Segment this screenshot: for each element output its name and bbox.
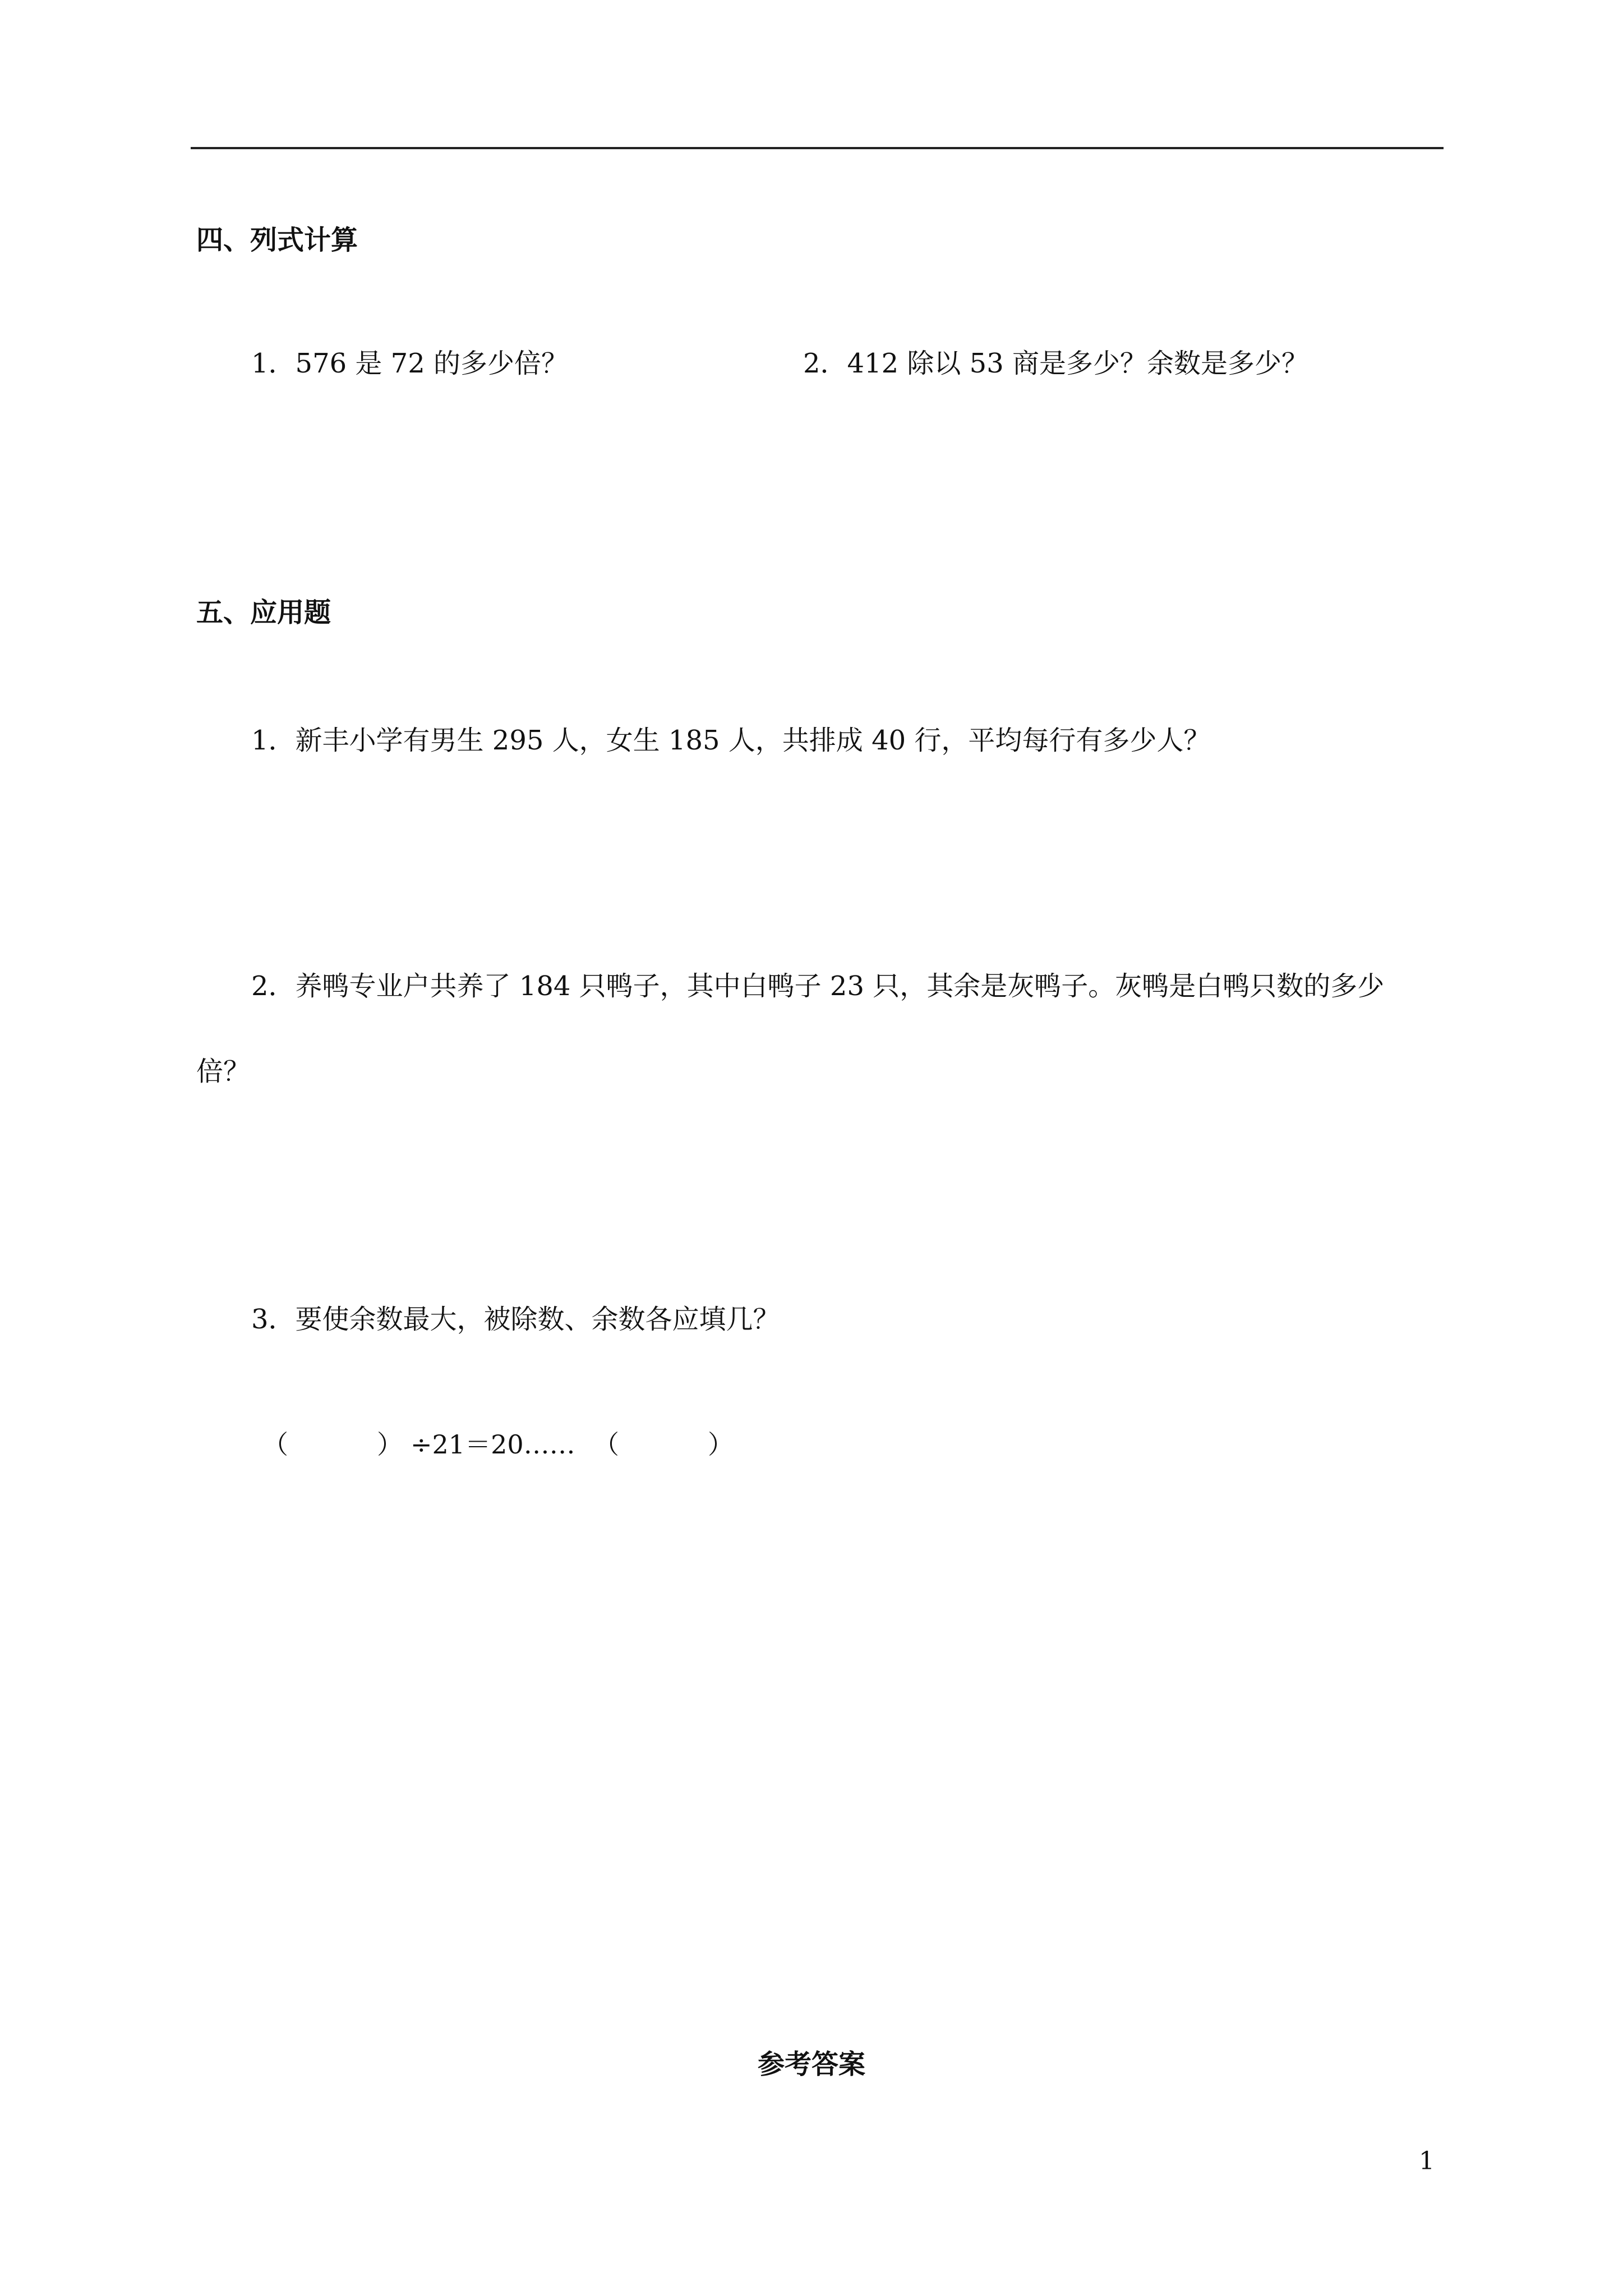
blank-1-open-paren: （ — [262, 1429, 288, 1460]
section-5-question-1: 1．新丰小学有男生 295 人，女生 185 人，共排成 40 行，平均每行有多少人？ — [251, 725, 1211, 756]
blank-2-close-paren: ） — [708, 1429, 734, 1460]
fill-in-equation — [0, 1428, 1623, 1461]
answers-title: 参考答案 — [757, 2049, 865, 2080]
section-5-question-2-line-2: 倍？ — [196, 1056, 251, 1087]
page-number: 1 — [1419, 2147, 1435, 2175]
blank-1-close-paren: ） — [377, 1429, 403, 1460]
section-5-question-2-line-1: 2．养鸭专业户共养了 184 只鸭子，其中白鸭子 23 只，其余是灰鸭子。灰鸭是白鸭只数的多少 — [251, 970, 1385, 1002]
blank-2-open-paren: （ — [593, 1429, 619, 1460]
section-4-question-2: 2．412 除以 53 商是多少？余数是多少？ — [803, 348, 1309, 379]
header-rule — [191, 147, 1444, 149]
section-4-question-1: 1．576 是 72 的多少倍？ — [251, 348, 569, 379]
section-5-heading: 五、应用题 — [196, 597, 331, 628]
section-4-heading: 四、列式计算 — [196, 224, 358, 256]
equation-middle: ÷21＝20…… — [411, 1429, 575, 1460]
section-5-question-3: 3．要使余数最大，被除数、余数各应填几？ — [251, 1304, 780, 1335]
